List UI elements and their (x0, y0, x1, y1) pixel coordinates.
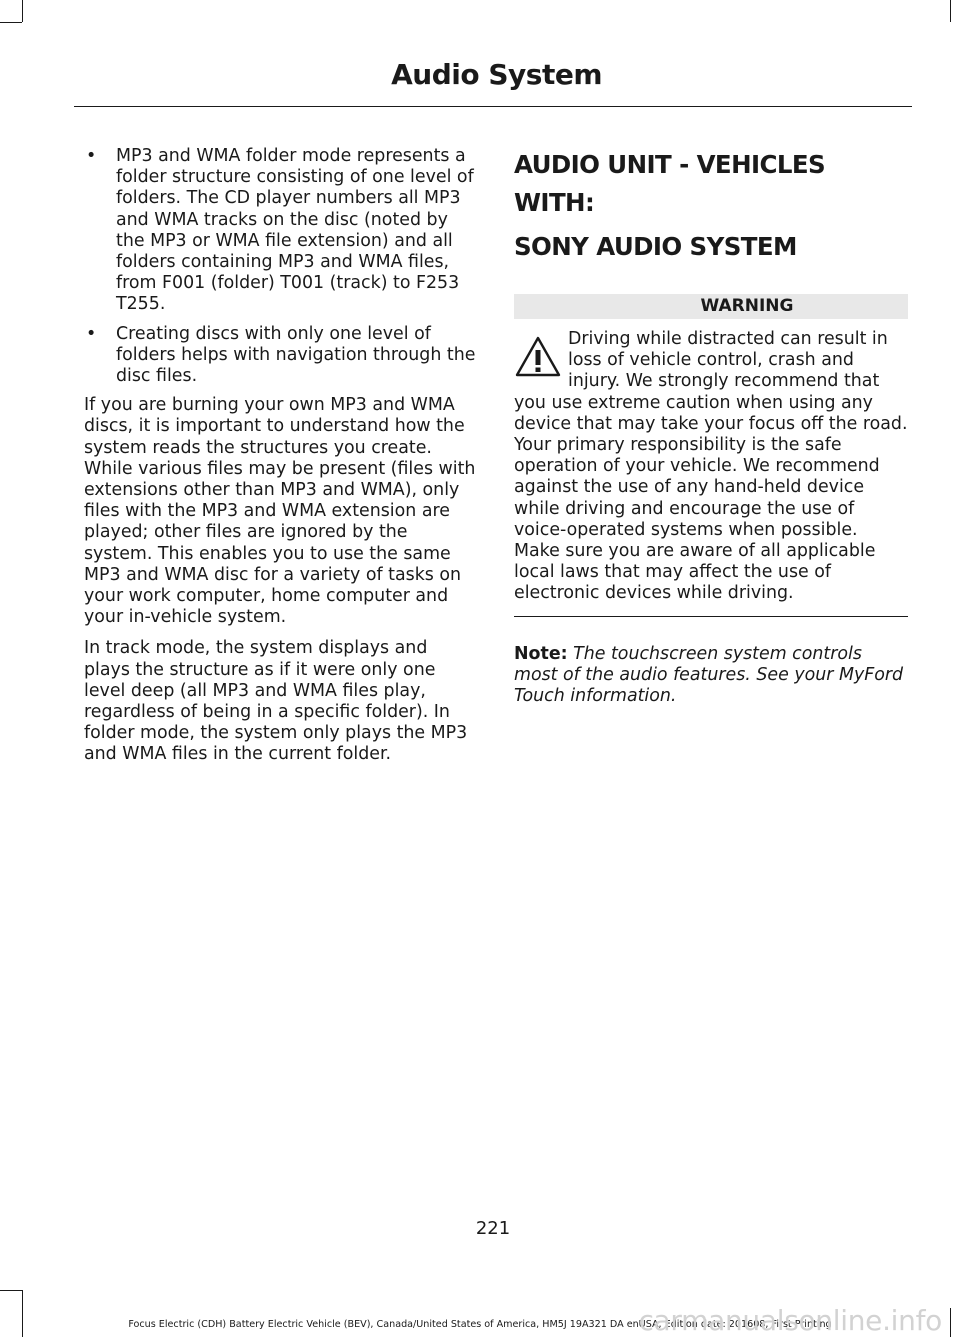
list-item: • Creating discs with only one level of folders helps with navigation through the disc files. (86, 323, 476, 387)
left-column (84, 146, 478, 776)
crop-mark (0, 22, 22, 23)
list-item: • MP3 and WMA folder mode represents a folder structure consisting of one level of folders. The CD player numbers all MP3 and WMA tracks on the disc (noted by the MP3 or WMA file extension) and all folders containing MP3 and WMA files, from F001 (folder) T001 (track) to F253 T255. (86, 146, 474, 315)
page-title: Audio System (391, 58, 602, 91)
bullet-list (84, 146, 478, 387)
page-number: 221 (475, 1218, 511, 1239)
warning-triangle-icon (514, 335, 562, 379)
footer-info: Focus Electric (CDH) Battery Electric Vehicle (BEV), Canada/United States of America, HM5J 19A321 DA enUSA, Edition date: 201608, First Printing (128, 1319, 832, 1330)
warning-text: Driving while distracted can result in loss of vehicle control, crash and injury. We strongly recommend that you use extreme caution when using any device that may take your focus off the road. Your primary responsibility is the safe operation of your vehicle. We recommend against the use of any hand-held device while driving and encourage the use of voice-operated systems when possible. Make sure you are aware of all applicable local laws that may affect the use of electronic devices while driving. (514, 329, 908, 604)
right-column (514, 146, 908, 707)
body-paragraph: If you are burning your own MP3 and WMA discs, it is important to understand how the system reads the structures you create. While various files may be present (files with extensions other than MP3 and WMA), only files with the MP3 and WMA extension are played; other files are ignored by the system. This enables you to use the same MP3 and WMA disc for a variety of tasks on your work computer, home computer and your in-vehicle system. (84, 395, 476, 628)
crop-mark (22, 0, 23, 22)
note-label: Note: (514, 643, 568, 664)
warning-banner: WARNING (514, 294, 908, 319)
header-divider (74, 106, 912, 107)
note-text: The touchscreen system controls most of the audio features. See your MyFord Touch information. (514, 643, 904, 707)
section-heading: AUDIO UNIT - VEHICLES WITH: SONY AUDIO SYSTEM (514, 150, 826, 261)
body-paragraph: In track mode, the system displays and plays the structure as if it were only one level deep (all MP3 and WMA files play, regardless of being in a specific folder). In folder mode, the system only plays the MP3 and WMA files in the current folder. (84, 638, 468, 765)
note-paragraph (514, 644, 908, 708)
crop-mark (0, 1290, 22, 1291)
warning-divider (514, 616, 908, 617)
watermark: carmanualsonline.info (638, 1304, 942, 1337)
warning-box (514, 329, 908, 605)
crop-mark (950, 0, 951, 22)
